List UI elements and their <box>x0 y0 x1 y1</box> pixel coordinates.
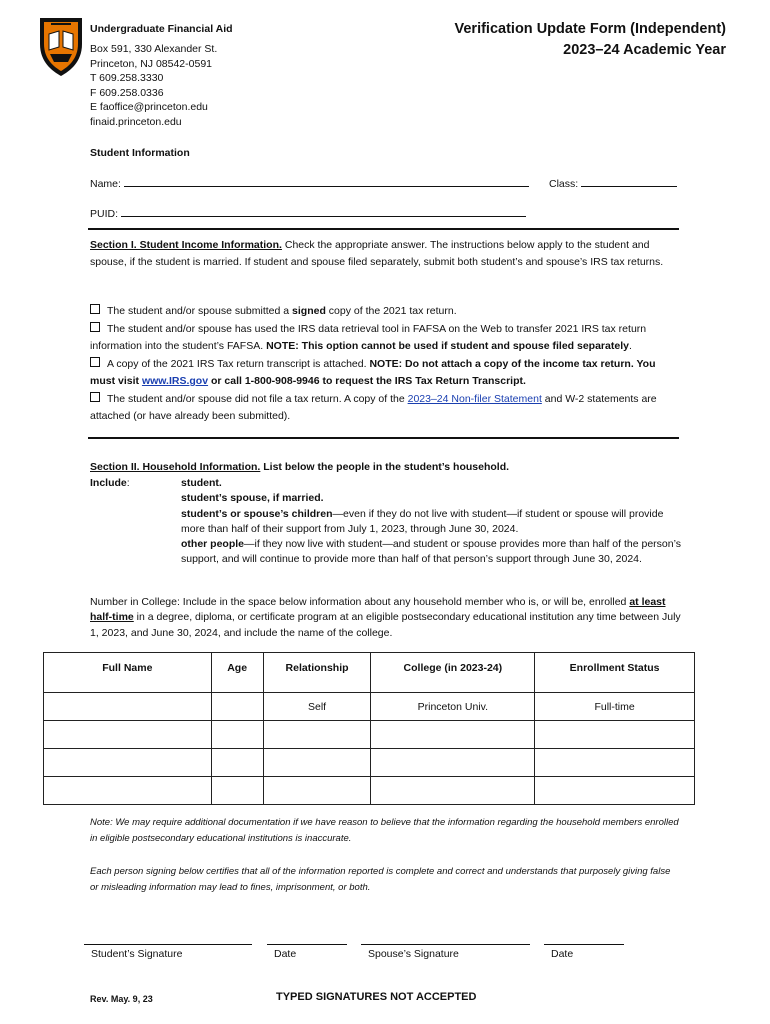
option-emphasis: signed <box>292 305 326 317</box>
date-label: Date <box>274 948 297 960</box>
office-address <box>90 42 217 129</box>
option-text: copy of the 2021 tax return. <box>325 305 457 317</box>
certification-note: Each person signing below certifies that all of the information reported is complete and correct and understands that purposely giving false or misleading information may lead to fines, imprisonment, or both. <box>90 866 671 893</box>
option-text: The student and/or spouse has used the IRS data retrieval tool in FAFSA on the Web to transfer 2021 IRS tax return information into the student’s FAFSA. <box>90 323 647 352</box>
include-item: student’s or spouse’s children—even if they do not live with student—if student or spouse will provide more than half of their support from July 1, 2023, through June 30, 2024. <box>181 507 664 535</box>
table-cell[interactable] <box>211 721 263 749</box>
option-note: NOTE: This option cannot be used if student and spouse filed separately <box>266 340 629 352</box>
table-cell[interactable] <box>371 721 535 749</box>
puid-field[interactable] <box>121 206 526 217</box>
table-cell[interactable]: Princeton Univ. <box>371 693 535 721</box>
date-line[interactable] <box>267 944 347 945</box>
table-row <box>44 777 695 805</box>
address-line: Box 591, 330 Alexander St. <box>90 43 218 55</box>
section1-options <box>90 303 680 425</box>
section2-title: Section II. Household Information. <box>90 461 261 473</box>
name-row <box>90 176 529 192</box>
col-enrollment-status: Enrollment Status <box>535 653 695 693</box>
website-line: finaid.princeton.edu <box>90 115 182 128</box>
form-title-line1: Verification Update Form (Independent) <box>454 21 726 37</box>
student-signature-line[interactable] <box>84 944 252 945</box>
puid-row <box>90 206 526 222</box>
option-text: . <box>628 340 632 352</box>
section2-subtitle: List below the people in the student’s household. <box>260 461 510 473</box>
col-full-name: Full Name <box>44 653 212 693</box>
table-row <box>44 721 695 749</box>
address-line: Princeton, NJ 08542-0591 <box>90 57 212 70</box>
section1-title: Section I. Student Income Information. <box>90 239 282 251</box>
section2-heading <box>90 460 680 475</box>
table-cell[interactable] <box>44 721 212 749</box>
option-text: The student and/or spouse did not file a tax return. A copy of the <box>107 393 408 405</box>
typed-signatures-warning: TYPED SIGNATURES NOT ACCEPTED <box>276 991 477 1003</box>
section1-intro <box>90 237 680 271</box>
checkbox-tax-transcript[interactable] <box>90 357 100 367</box>
class-field[interactable] <box>581 176 677 187</box>
office-name: Undergraduate Financial Aid <box>90 23 233 35</box>
table-cell[interactable] <box>535 721 695 749</box>
table-cell[interactable] <box>211 693 263 721</box>
table-cell[interactable] <box>44 777 212 805</box>
table-cell[interactable] <box>263 721 371 749</box>
checkbox-non-filer[interactable] <box>90 392 100 402</box>
table-cell[interactable]: Self <box>263 693 371 721</box>
option-irs-drt <box>90 321 680 355</box>
include-list <box>181 476 681 568</box>
non-filer-link[interactable]: 2023–24 Non-filer Statement <box>407 393 542 405</box>
divider <box>88 437 679 439</box>
option-signed-return <box>90 303 680 320</box>
table-row <box>44 749 695 777</box>
col-college: College (in 2023-24) <box>371 653 535 693</box>
household-table <box>43 652 695 805</box>
include-item: student. <box>181 477 222 489</box>
table-row <box>44 693 695 721</box>
option-text: The student and/or spouse submitted a <box>107 305 293 317</box>
form-title <box>455 19 727 61</box>
option-note: NOTE: Do not attach a copy of the income tax return. You must visit <box>90 358 656 387</box>
puid-label: PUID: <box>90 208 119 220</box>
option-tax-transcript <box>90 356 680 390</box>
section1-instructions: Check the appropriate answer. The instructions below apply to the student and spouse, if the student is married. If student and spouse filed separately, submit both student’s and spouse’s IRS tax returns. <box>90 239 664 268</box>
option-non-filer <box>90 391 680 425</box>
fax-line: F 609.258.0336 <box>90 86 164 99</box>
table-cell[interactable] <box>44 693 212 721</box>
student-signature-label: Student’s Signature <box>91 948 183 960</box>
table-cell[interactable] <box>263 777 371 805</box>
date-line[interactable] <box>544 944 624 945</box>
name-field[interactable] <box>124 176 529 187</box>
spouse-signature-line[interactable] <box>361 944 530 945</box>
form-title-line2: 2023–24 Academic Year <box>563 42 726 58</box>
name-label: Name: <box>90 178 121 190</box>
table-cell[interactable]: Full-time <box>535 693 695 721</box>
table-cell[interactable] <box>371 749 535 777</box>
option-text: and W-2 statements are attached (or have already been submitted). <box>90 393 657 422</box>
table-cell[interactable] <box>535 777 695 805</box>
number-in-college: Number in College: Include in the space below information about any household member who is, or will be, enrolled at least half-time in a degree, diploma, or certificate program at an eligible postsecondary educational institution any time between July 1, 2023, and June 30, 2024, and include the name of the college. <box>90 596 681 639</box>
table-cell[interactable] <box>44 749 212 777</box>
checkbox-signed-return[interactable] <box>90 304 100 314</box>
table-cell[interactable] <box>211 749 263 777</box>
option-text: A copy of the 2021 IRS Tax return transcript is attached. <box>107 358 370 370</box>
col-relationship: Relationship <box>263 653 371 693</box>
date-label: Date <box>551 948 574 960</box>
irs-link[interactable]: www.IRS.gov <box>141 375 209 387</box>
revision-date: Rev. May. 9, 23 <box>90 994 153 1004</box>
table-cell[interactable] <box>371 777 535 805</box>
divider <box>88 228 679 230</box>
col-age: Age <box>211 653 263 693</box>
table-cell[interactable] <box>535 749 695 777</box>
class-row <box>549 176 677 192</box>
class-label: Class: <box>549 178 579 190</box>
spouse-signature-label: Spouse’s Signature <box>368 948 459 960</box>
table-cell[interactable] <box>211 777 263 805</box>
include-label: Include: <box>90 477 130 489</box>
option-note: or call 1-800-908-9946 to request the IRS Tax Return Transcript. <box>208 375 526 387</box>
email-line: E faoffice@princeton.edu <box>90 101 208 113</box>
include-item: other people—if they now live with student—and student or spouse provides more than half of the person’s support, and will continue to provide more than half of that person’s support through June 30, 2024. <box>181 538 681 566</box>
checkbox-irs-drt[interactable] <box>90 322 100 332</box>
student-info-heading: Student Information <box>90 147 190 159</box>
princeton-shield-logo <box>38 14 84 78</box>
table-cell[interactable] <box>263 749 371 777</box>
table-header-row <box>44 653 695 693</box>
phone-line: T 609.258.3330 <box>90 72 164 84</box>
include-item: student’s spouse, if married. <box>181 492 324 505</box>
documentation-note: Note: We may require additional documentation if we have reason to believe that the information regarding the household members enrolled in eligible postsecondary educational institutions is inaccurate. <box>90 817 679 844</box>
